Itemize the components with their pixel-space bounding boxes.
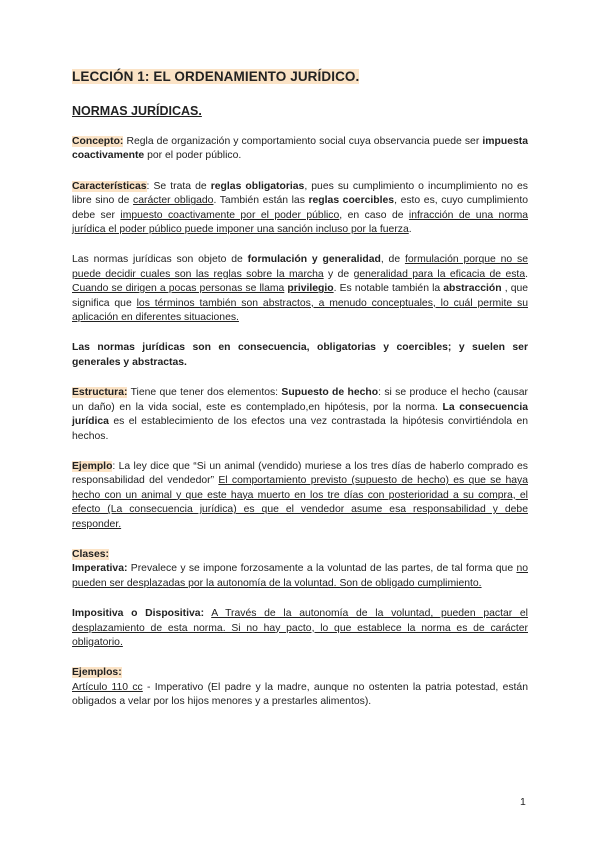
- articulo-reference: Artículo 110 cc: [72, 681, 143, 693]
- ejemplos-heading: Ejemplos:: [72, 667, 122, 679]
- section-heading: NORMAS JURÍDICAS.: [72, 104, 202, 118]
- ejemplo-label: Ejemplo: [72, 460, 113, 472]
- imperativa-label: Imperativa:: [72, 563, 128, 575]
- caracteristicas-paragraph: Características: Se trata de reglas obligatorias, pues su cumplimiento o incumplimiento no es libre sino de carácter obligado. También están las reglas coercibles, esto es, cuyo cumplimiento debe ser impuesto coactivamente por el poder público, en caso de infracción de una norma jurídica el poder público puede imponer una sanción incluso por la fuerza.: [72, 180, 529, 236]
- page-title: LECCIÓN 1: EL ORDENAMIENTO JURÍDICO.: [72, 69, 360, 84]
- clases-heading: Clases:: [72, 548, 109, 560]
- concepto-label: Concepto:: [72, 136, 124, 147]
- dispositiva-paragraph: Impositiva o Dispositiva: A Través de la autonomía de la voluntad, pueden pactar el desplazamiento de esta norma. Si no hay pacto, lo que establece la norma es de carácter obligatorio.: [72, 608, 528, 648]
- concepto-paragraph: Concepto: Regla de organización y comportamiento social cuya observancia puede ser impuesta coactivamente por el poder público.: [72, 136, 528, 162]
- page-number: 1: [520, 796, 526, 808]
- ejemplo-paragraph: Ejemplo: La ley dice que “Si un animal (vendido) muriese a los tres días de haberlo comprado es responsabilidad del vendedor” El comportamiento previsto (supuesto de hecho) es que se haya hecho con un animal y que este haya muerto en los tre días con posterioridad a su compra, el efecto (La consecuencia jurídica) es que el vendedor asume esa responsabilidad y debe responder.: [72, 460, 528, 530]
- ejemplos-paragraph: Artículo 110 cc - Imperativo (El padre y la madre, aunque no ostenten la patria potestad, están obligados a velar por los hijos menores y a prestarles alimentos).: [72, 681, 528, 708]
- estructura-label: Estructura:: [72, 387, 128, 399]
- dispositiva-label: Impositiva o Dispositiva:: [72, 608, 205, 620]
- estructura-paragraph: Estructura: Tiene que tener dos elementos: Supuesto de hecho: si se produce el hecho (causar un daño) en la vida social, este es contemplado,en hipótesis, por la norma. La consecuencia jurídica es el establecimiento de los efectos una vez contrastada la hipótesis convirtiéndola en hechos.: [72, 387, 529, 442]
- document-page: [72, 68, 528, 710]
- imperativa-paragraph: Imperativa: Prevalece y se impone forzosamente a la voluntad de las partes, de tal forma que no pueden ser desplazadas por la autonomía de la voluntad. Son de obligado cumplimiento.: [72, 563, 528, 589]
- resumen-paragraph: Las normas jurídicas son en consecuencia, obligatorias y coercibles; y suelen ser generales y abstractas.: [72, 342, 528, 368]
- normas-objeto-paragraph: Las normas jurídicas son objeto de formulación y generalidad, de formulación porque no se puede decidir cuales son las reglas sobre la marcha y de generalidad para la eficacia de esta. Cuando se dirigen a pocas personas se llama privilegio. Es notable también la abstracción , que significa que los términos también son abstractos, a menudo conceptuales, lo cuál permite su aplicación en diferentes situaciones.: [72, 254, 529, 324]
- caracteristicas-label: Características: [72, 180, 147, 192]
